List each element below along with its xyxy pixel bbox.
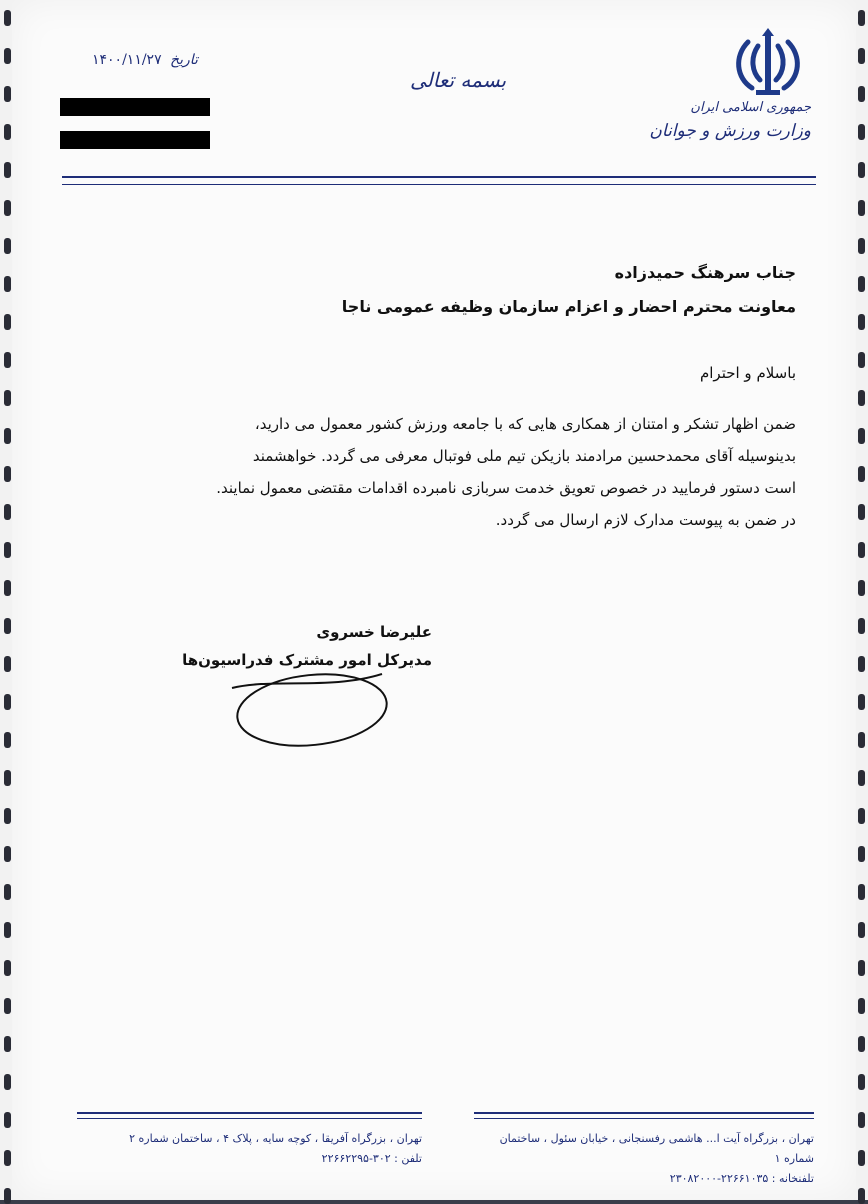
- perforation-hole: [858, 238, 865, 254]
- footer-phone: تلفنخانه : ۲۲۶۶۱۰۳۵-۲۳۰۸۲۰۰۰: [669, 1172, 814, 1185]
- perforation-hole: [858, 1188, 865, 1204]
- perforation-hole: [858, 162, 865, 178]
- perforation-hole: [4, 998, 11, 1014]
- perforation-hole: [4, 846, 11, 862]
- perforation-hole: [858, 808, 865, 824]
- perforation-hole: [858, 276, 865, 292]
- perforation-hole: [4, 770, 11, 786]
- perforation-hole: [858, 922, 865, 938]
- addressee-name: جناب سرهنگ حمیدزاده: [614, 263, 796, 282]
- body-line: است دستور فرمایید در خصوص تعویق خدمت سربازی نامبرده اقدامات مقتضی معمول نمایند.: [216, 479, 796, 497]
- signer-title: مدیرکل امور مشترک فدراسیون‌ها: [182, 651, 432, 669]
- letter-body: [72, 408, 796, 536]
- footer-address-secondary: [77, 1112, 422, 1169]
- greeting: باسلام و احترام: [699, 364, 796, 382]
- date-value: ۱۴۰۰/۱۱/۲۷: [92, 52, 162, 68]
- perforation-hole: [4, 1036, 11, 1052]
- addressee: [72, 256, 796, 324]
- perforation-hole: [4, 960, 11, 976]
- perforation-hole: [858, 846, 865, 862]
- perforation-hole: [858, 694, 865, 710]
- perforation-hole: [858, 314, 865, 330]
- redacted-number: [60, 98, 210, 116]
- perforation-hole: [4, 200, 11, 216]
- perforation-hole: [4, 732, 11, 748]
- date-label: تاریخ: [170, 52, 198, 68]
- republic-name: جمهوری اسلامی ایران: [690, 100, 811, 115]
- perforation-hole: [858, 124, 865, 140]
- perforation-hole: [4, 86, 11, 102]
- perforation-hole: [858, 960, 865, 976]
- perforation-hole: [4, 48, 11, 64]
- perforation-hole: [858, 86, 865, 102]
- perforation-hole: [858, 1074, 865, 1090]
- perforation-hole: [858, 504, 865, 520]
- perforation-hole: [858, 998, 865, 1014]
- perforation-hole: [4, 10, 11, 26]
- header-divider: [62, 176, 816, 185]
- signer-name: علیرضا خسروی: [316, 623, 432, 641]
- perforation-hole: [858, 48, 865, 64]
- perforation-hole: [4, 162, 11, 178]
- perforation-hole: [4, 1074, 11, 1090]
- perforation-hole: [4, 352, 11, 368]
- perforation-hole: [4, 390, 11, 406]
- footer-address: تهران ، بزرگراه آفریقا ، کوچه سایه ، پلاک ۴ ، ساختمان شماره ۲: [129, 1132, 422, 1145]
- perforation-hole: [858, 884, 865, 900]
- perforation-hole: [858, 1036, 865, 1052]
- perforation-hole: [4, 884, 11, 900]
- ministry-header: [649, 100, 811, 141]
- footer-address: تهران ، بزرگراه آیت ا... هاشمی رفسنجانی ، خیابان سئول ، ساختمان شماره ۱: [499, 1132, 814, 1165]
- perforation-hole: [858, 656, 865, 672]
- perforation-hole: [858, 200, 865, 216]
- date-field: [92, 52, 198, 68]
- perforation-hole: [4, 314, 11, 330]
- perforation-hole: [4, 1112, 11, 1128]
- perforation-hole: [4, 1150, 11, 1166]
- perforation-hole: [4, 542, 11, 558]
- perforation-hole: [4, 466, 11, 482]
- perforation-right: [854, 0, 868, 1200]
- perforation-hole: [4, 656, 11, 672]
- basmala: بسمه تعالی: [410, 68, 507, 92]
- perforation-hole: [4, 276, 11, 292]
- perforation-hole: [4, 808, 11, 824]
- perforation-hole: [858, 466, 865, 482]
- perforation-hole: [858, 352, 865, 368]
- perforation-hole: [4, 238, 11, 254]
- footer-address-main: [474, 1112, 814, 1189]
- body-line: در ضمن به پیوست مدارک لازم ارسال می گردد.: [495, 511, 796, 529]
- perforation-hole: [858, 390, 865, 406]
- perforation-hole: [4, 580, 11, 596]
- body-line: ضمن اظهار تشکر و امتنان از همکاری هایی که با جامعه ورزش کشور معمول می دارید،: [254, 415, 796, 433]
- addressee-title: معاونت محترم احضار و اعزام سازمان وظیفه عمومی ناجا: [341, 297, 796, 316]
- signature-scribble-icon: [212, 660, 432, 760]
- perforation-hole: [858, 428, 865, 444]
- perforation-hole: [858, 732, 865, 748]
- perforation-hole: [4, 1188, 11, 1204]
- perforation-hole: [4, 618, 11, 634]
- redacted-attachment: [60, 131, 210, 149]
- perforation-hole: [4, 694, 11, 710]
- perforation-hole: [858, 542, 865, 558]
- body-line: بدینوسیله آقای محمدحسین مرادمند بازیکن تیم ملی فوتبال معرفی می گردد. خواهشمند: [252, 447, 796, 465]
- perforation-hole: [858, 1150, 865, 1166]
- perforation-hole: [858, 1112, 865, 1128]
- footer-divider: [474, 1112, 814, 1119]
- perforation-hole: [4, 428, 11, 444]
- iran-emblem-icon: [730, 28, 806, 98]
- footer-phone: تلفن : ۳۰۲-۲۲۶۶۲۲۹۵: [321, 1152, 422, 1165]
- footer-divider: [77, 1112, 422, 1119]
- perforation-hole: [858, 618, 865, 634]
- ministry-name: وزارت ورزش و جوانان: [649, 121, 811, 141]
- letter-page: [12, 0, 856, 1200]
- perforation-hole: [4, 124, 11, 140]
- perforation-hole: [858, 770, 865, 786]
- perforation-hole: [4, 504, 11, 520]
- perforation-hole: [858, 580, 865, 596]
- perforation-hole: [858, 10, 865, 26]
- perforation-hole: [4, 922, 11, 938]
